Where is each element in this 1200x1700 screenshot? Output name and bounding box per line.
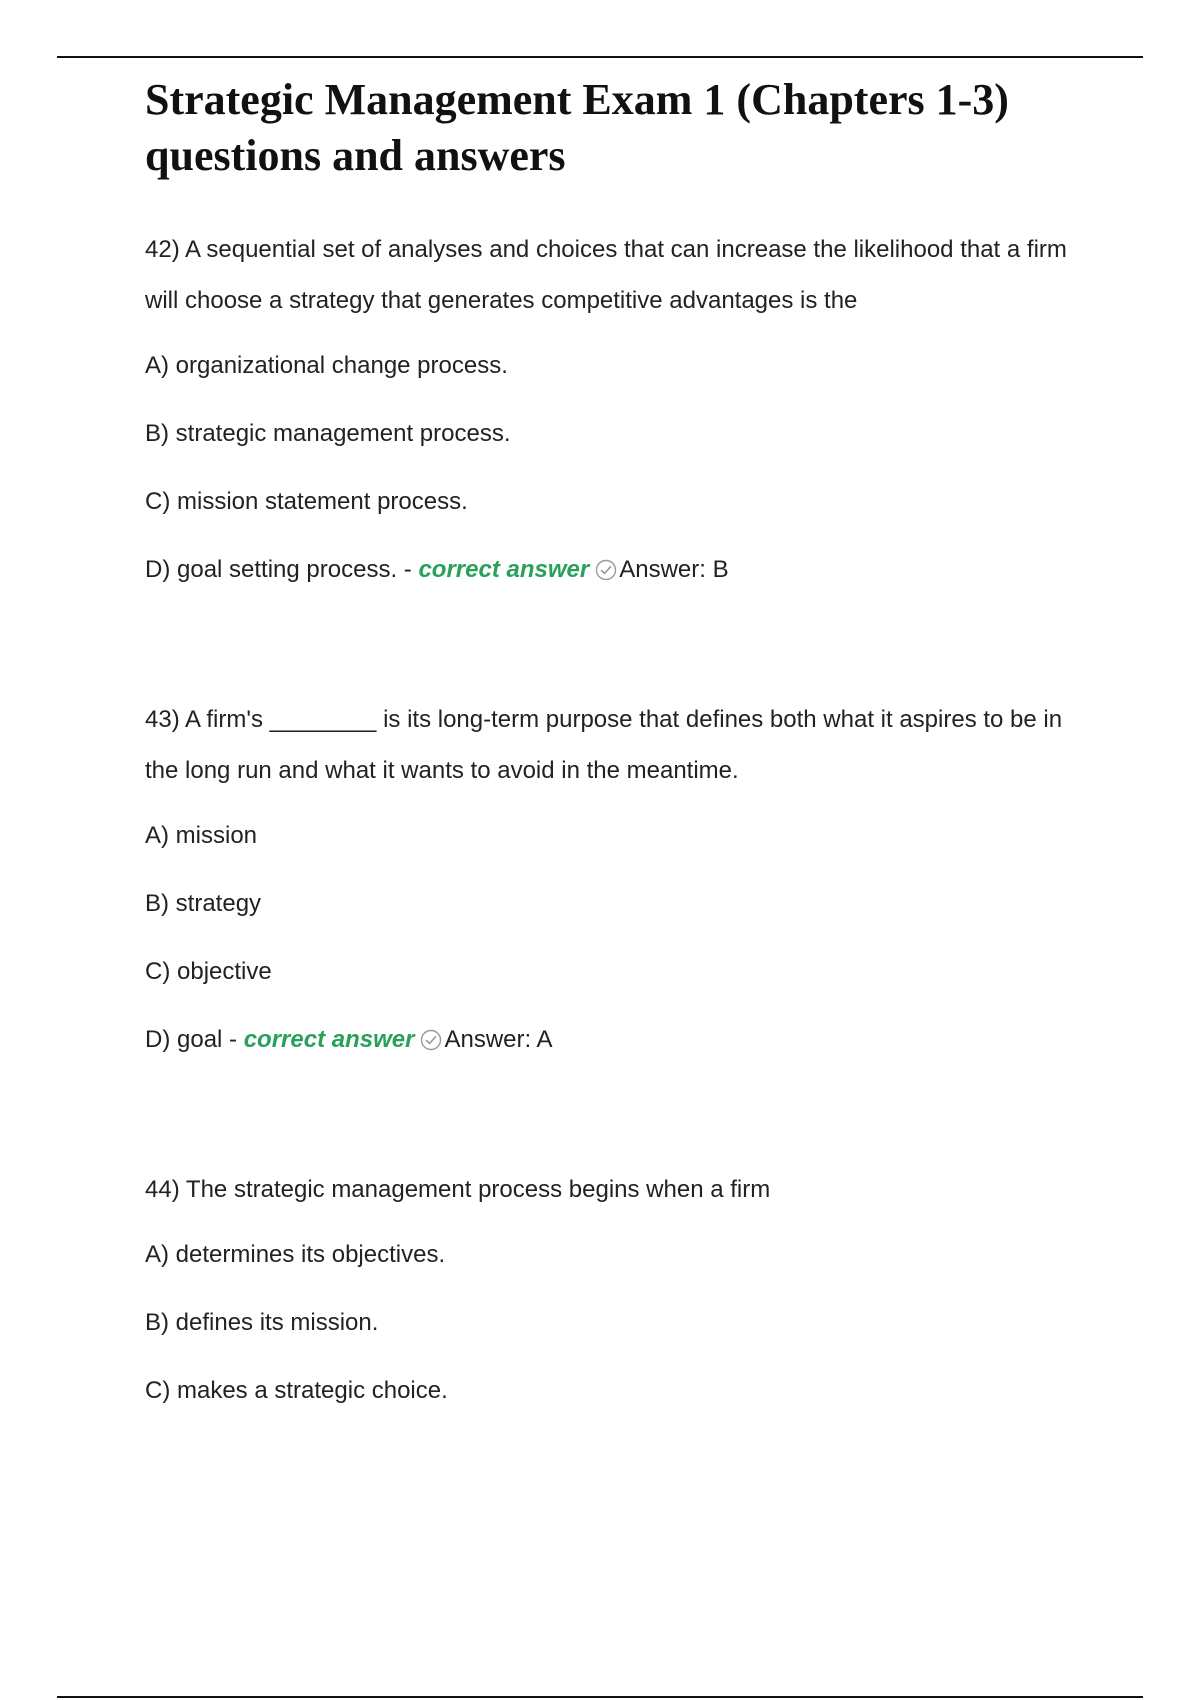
correct-answer-marker: correct answer	[418, 556, 590, 583]
option-c: C) makes a strategic choice.	[145, 1377, 448, 1404]
option-d: D) goal -	[145, 1026, 244, 1053]
option-b: B) defines its mission.	[145, 1309, 379, 1336]
answer-key: Answer: B	[619, 556, 729, 583]
question-text: 44) The strategic management process begins when a firm	[145, 1176, 771, 1203]
option-c: C) objective	[145, 958, 272, 985]
option-d-with-answer	[145, 550, 1095, 618]
check-circle-icon	[595, 559, 617, 581]
question-42	[145, 224, 1095, 618]
question-44	[145, 1164, 1095, 1439]
option-d: D) goal setting process. -	[145, 556, 419, 583]
answer-key: Answer: A	[444, 1026, 553, 1053]
option-a: A) organizational change process.	[145, 352, 508, 379]
option-b: B) strategy	[145, 890, 262, 917]
top-rule	[57, 56, 1143, 58]
question-text: 43) A firm's ________ is its long-term purpose that defines both what it aspires to be in the long run and what it wants to avoid in the meantime.	[145, 706, 1063, 784]
option-a: A) determines its objectives.	[145, 1241, 446, 1268]
option-a: A) mission	[145, 822, 258, 849]
question-list	[145, 224, 1095, 1515]
check-circle-icon	[420, 1029, 442, 1051]
page-title: Strategic Management Exam 1 (Chapters 1-3) questions and answers	[145, 75, 1009, 180]
correct-answer-marker: correct answer	[243, 1026, 415, 1053]
question-text: 42) A sequential set of analyses and choices that can increase the likelihood that a firm will choose a strategy that generates competitive advantages is the	[145, 236, 1067, 314]
question-43	[145, 694, 1095, 1088]
option-d-with-answer	[145, 1020, 1095, 1088]
option-c: C) mission statement process.	[145, 488, 468, 515]
option-b: B) strategic management process.	[145, 420, 511, 447]
bottom-rule	[57, 1696, 1143, 1698]
